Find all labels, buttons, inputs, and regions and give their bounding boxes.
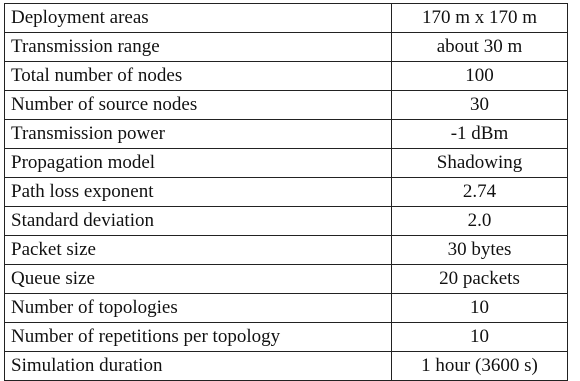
table-row bbox=[5, 323, 568, 352]
table-row bbox=[5, 207, 568, 236]
value-cell: Shadowing bbox=[392, 149, 568, 178]
value-cell: 1 hour (3600 s) bbox=[392, 352, 568, 381]
table-row bbox=[5, 62, 568, 91]
simulation-parameters-table-container bbox=[4, 3, 568, 376]
value-cell: 30 bytes bbox=[392, 236, 568, 265]
table-row bbox=[5, 236, 568, 265]
parameter-cell: Standard deviation bbox=[5, 207, 392, 236]
table-row bbox=[5, 91, 568, 120]
parameter-cell: Deployment areas bbox=[5, 4, 392, 33]
parameter-cell: Simulation duration bbox=[5, 352, 392, 381]
table-row bbox=[5, 149, 568, 178]
value-cell: 100 bbox=[392, 62, 568, 91]
value-cell: 20 packets bbox=[392, 265, 568, 294]
value-cell: 2.74 bbox=[392, 178, 568, 207]
value-cell: 2.0 bbox=[392, 207, 568, 236]
table-row bbox=[5, 33, 568, 62]
value-cell: about 30 m bbox=[392, 33, 568, 62]
parameter-cell: Path loss exponent bbox=[5, 178, 392, 207]
parameter-cell: Transmission power bbox=[5, 120, 392, 149]
table-row bbox=[5, 178, 568, 207]
value-cell: 30 bbox=[392, 91, 568, 120]
parameter-cell: Number of topologies bbox=[5, 294, 392, 323]
parameter-cell: Total number of nodes bbox=[5, 62, 392, 91]
table-row bbox=[5, 4, 568, 33]
value-cell: 170 m x 170 m bbox=[392, 4, 568, 33]
simulation-parameters-table bbox=[4, 3, 568, 381]
parameter-cell: Propagation model bbox=[5, 149, 392, 178]
parameter-cell: Queue size bbox=[5, 265, 392, 294]
table-row bbox=[5, 120, 568, 149]
parameter-cell: Number of source nodes bbox=[5, 91, 392, 120]
value-cell: -1 dBm bbox=[392, 120, 568, 149]
table-row bbox=[5, 265, 568, 294]
parameter-cell: Transmission range bbox=[5, 33, 392, 62]
table-row bbox=[5, 294, 568, 323]
parameter-cell: Number of repetitions per topology bbox=[5, 323, 392, 352]
value-cell: 10 bbox=[392, 294, 568, 323]
parameter-cell: Packet size bbox=[5, 236, 392, 265]
value-cell: 10 bbox=[392, 323, 568, 352]
table-row bbox=[5, 352, 568, 381]
